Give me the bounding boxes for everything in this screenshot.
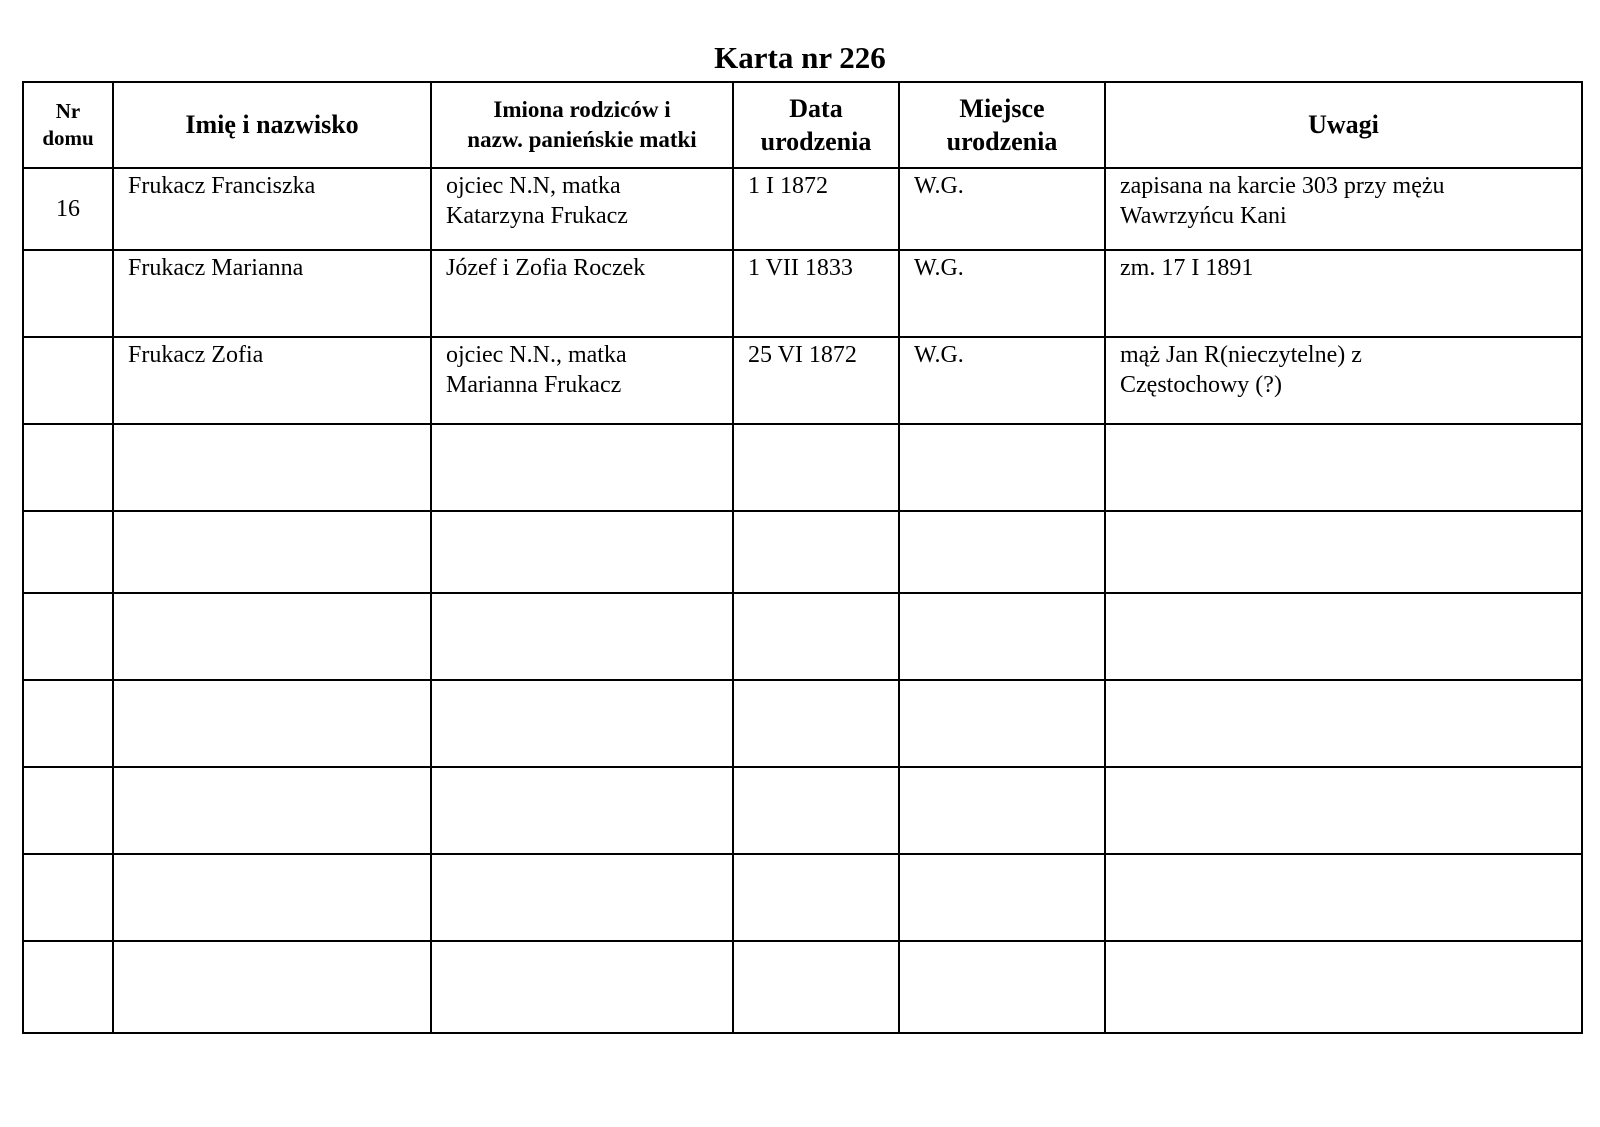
empty-cell	[1105, 767, 1582, 854]
cell-name	[113, 250, 431, 337]
empty-cell	[733, 680, 899, 767]
notes-value	[1106, 338, 1581, 400]
name-value: Frukacz Marianna	[128, 255, 304, 281]
parents-line2: Katarzyna Frukacz	[446, 203, 628, 229]
page-title: Karta nr 226	[714, 40, 886, 75]
birth-place-value: W.G.	[914, 173, 964, 199]
house-no-value: 16	[56, 196, 80, 222]
notes-line1: mąż Jan R(nieczytelne) z	[1120, 342, 1362, 368]
cell-parents	[431, 337, 733, 424]
notes-line2: Częstochowy (?)	[1120, 372, 1282, 398]
birth-place-value: W.G.	[914, 255, 964, 281]
empty-cell	[1105, 593, 1582, 680]
notes-value	[1106, 251, 1581, 283]
empty-cell	[113, 680, 431, 767]
birth-date-value: 1 I 1872	[748, 173, 828, 199]
empty-cell	[899, 511, 1105, 593]
cell-birth-place	[899, 250, 1105, 337]
empty-cell	[113, 424, 431, 511]
empty-cell	[1105, 680, 1582, 767]
empty-cell	[431, 680, 733, 767]
empty-cell	[1105, 941, 1582, 1033]
cell-house-no	[23, 250, 113, 337]
empty-table-row	[23, 941, 1582, 1033]
column-header-house-no-line1: Nr	[55, 99, 81, 123]
empty-cell	[899, 424, 1105, 511]
empty-cell	[113, 767, 431, 854]
register-table	[22, 81, 1583, 1034]
empty-cell	[431, 941, 733, 1033]
table-header	[23, 82, 1582, 168]
empty-cell	[899, 593, 1105, 680]
empty-cell	[899, 767, 1105, 854]
column-header-birth-date	[733, 82, 899, 168]
cell-name	[113, 168, 431, 250]
column-header-house-no	[23, 82, 113, 168]
parents-value	[432, 251, 732, 283]
empty-cell	[431, 511, 733, 593]
notes-line2: Wawrzyńcu Kani	[1120, 203, 1287, 229]
empty-cell	[431, 767, 733, 854]
parents-value	[432, 169, 732, 231]
cell-birth-date	[733, 337, 899, 424]
empty-table-row	[23, 593, 1582, 680]
empty-cell	[431, 424, 733, 511]
birth-place-value: W.G.	[914, 342, 964, 368]
column-header-parents	[431, 82, 733, 168]
empty-cell	[23, 767, 113, 854]
cell-birth-place	[899, 337, 1105, 424]
empty-cell	[899, 941, 1105, 1033]
cell-birth-date	[733, 168, 899, 250]
birth-date-value: 25 VI 1872	[748, 342, 857, 368]
empty-cell	[431, 593, 733, 680]
parents-line1: ojciec N.N, matka	[446, 173, 621, 199]
column-header-parents-line1: Imiona rodziców i	[493, 97, 671, 122]
empty-cell	[23, 680, 113, 767]
name-value: Frukacz Franciszka	[128, 173, 316, 199]
empty-cell	[733, 854, 899, 941]
empty-cell	[899, 854, 1105, 941]
cell-house-no	[23, 337, 113, 424]
empty-cell	[899, 680, 1105, 767]
cell-notes	[1105, 337, 1582, 424]
column-header-birth-date-line1: Data	[789, 94, 843, 123]
birth-date-value: 1 VII 1833	[748, 255, 853, 281]
column-header-house-no-line2: domu	[42, 126, 94, 150]
empty-cell	[1105, 854, 1582, 941]
column-header-notes: Uwagi	[1105, 82, 1582, 168]
cell-birth-date	[733, 250, 899, 337]
empty-cell	[1105, 424, 1582, 511]
column-header-parents-line2: nazw. panieńskie matki	[467, 127, 697, 152]
empty-table-row	[23, 424, 1582, 511]
cell-name	[113, 337, 431, 424]
parents-line1: ojciec N.N., matka	[446, 342, 627, 368]
empty-cell	[23, 511, 113, 593]
cell-birth-place	[899, 168, 1105, 250]
empty-cell	[733, 767, 899, 854]
column-header-birth-place-line1: Miejsce	[959, 94, 1045, 123]
empty-cell	[23, 593, 113, 680]
parents-line1: Józef i Zofia Roczek	[446, 255, 646, 281]
cell-parents	[431, 250, 733, 337]
empty-cell	[733, 511, 899, 593]
column-header-name: Imię i nazwisko	[113, 82, 431, 168]
empty-cell	[113, 511, 431, 593]
empty-table-row	[23, 511, 1582, 593]
empty-cell	[23, 854, 113, 941]
column-header-birth-place-line2: urodzenia	[946, 127, 1058, 156]
empty-cell	[23, 424, 113, 511]
empty-cell	[733, 941, 899, 1033]
empty-cell	[733, 593, 899, 680]
name-value: Frukacz Zofia	[128, 342, 264, 368]
table-row	[23, 250, 1582, 337]
empty-cell	[733, 424, 899, 511]
empty-table-row	[23, 854, 1582, 941]
notes-line1: zm. 17 I 1891	[1120, 255, 1254, 281]
column-header-birth-date-line2: urodzenia	[760, 127, 872, 156]
column-header-birth-place	[899, 82, 1105, 168]
cell-house-no	[23, 168, 113, 250]
cell-parents	[431, 168, 733, 250]
empty-table-row	[23, 680, 1582, 767]
empty-cell	[113, 854, 431, 941]
notes-line1: zapisana na karcie 303 przy mężu	[1120, 173, 1445, 199]
cell-notes	[1105, 250, 1582, 337]
cell-notes	[1105, 168, 1582, 250]
empty-table-row	[23, 767, 1582, 854]
empty-cell	[431, 854, 733, 941]
header-row	[23, 82, 1582, 168]
parents-line2: Marianna Frukacz	[446, 372, 622, 398]
empty-cell	[113, 593, 431, 680]
empty-cell	[113, 941, 431, 1033]
notes-value	[1106, 169, 1581, 231]
parents-value	[432, 338, 732, 400]
table-row	[23, 337, 1582, 424]
empty-cell	[1105, 511, 1582, 593]
empty-cell	[23, 941, 113, 1033]
table-row	[23, 168, 1582, 250]
table-body	[23, 168, 1582, 1033]
